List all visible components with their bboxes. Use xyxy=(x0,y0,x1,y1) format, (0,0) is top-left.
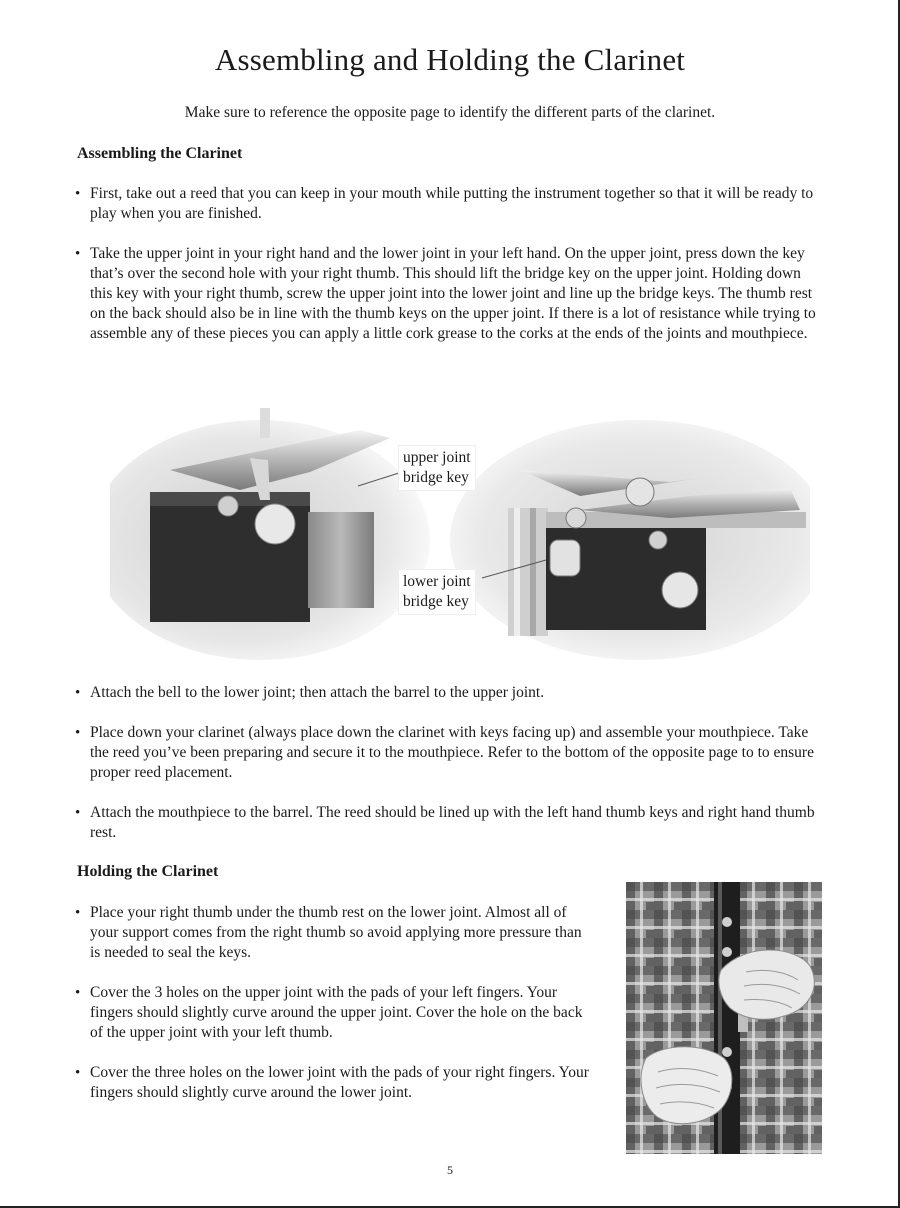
assembling-bullet-2 xyxy=(75,244,820,344)
bridge-key-figure xyxy=(110,400,810,662)
bullet-marker: • xyxy=(75,246,81,262)
lower-joint-bridge-key-label xyxy=(398,569,476,615)
upper-label-line-1: upper joint xyxy=(403,449,471,466)
bullet-marker: • xyxy=(75,985,81,1001)
assembling-bullet-4 xyxy=(75,723,820,783)
page-title: Assembling and Holding the Clarinet xyxy=(214,42,686,77)
bullet-marker: • xyxy=(75,186,81,202)
upper-joint-bridge-key-label xyxy=(398,445,476,491)
holding-bullet-1 xyxy=(75,903,590,963)
lower-label-line-2: bridge key xyxy=(403,593,469,610)
assembling-bullet-3 xyxy=(75,683,820,703)
holding-bullet-2 xyxy=(75,983,590,1043)
bullet-marker: • xyxy=(75,805,81,821)
bullet-marker: • xyxy=(75,725,81,741)
bullet-marker: • xyxy=(75,905,81,921)
lower-label-line-1: lower joint xyxy=(403,573,471,590)
assembling-bullet-5 xyxy=(75,803,820,843)
bullet-text: First, take out a reed that you can keep in your mouth while putting the instrument together so that it will be ready to play when you are finished. xyxy=(90,185,814,222)
bullet-text: Place down your clarinet (always place down the clarinet with keys facing up) and assemble your mouthpiece. Take the reed you’ve been preparing and secure it to the mouthpiece. Refer to the bottom of the opposite page to to ensure proper reed placement. xyxy=(90,724,814,781)
upper-label-line-2: bridge key xyxy=(403,469,469,486)
bullet-text: Cover the 3 holes on the upper joint with the pads of your left fingers. Your fingers should slightly curve around the upper joint. Cover the hole on the back of the upper joint with your left thumb. xyxy=(90,984,583,1041)
bullet-text: Take the upper joint in your right hand and the lower joint in your left hand. On the upper joint, press down the key that’s over the second hole with your right thumb. This should lift the bridge key on the upper joint. Holding down this key with your right thumb, screw the upper joint into the lower joint and line up the bridge keys. The thumb rest on the back should also be in line with the thumb keys on the upper joint. If there is a lot of resistance while trying to assemble any of these pieces you can apply a little cork grease to the corks at the ends of the joints and mouthpiece. xyxy=(90,245,816,342)
holding-heading: Holding the Clarinet xyxy=(77,863,219,880)
assembling-bullet-1 xyxy=(75,184,820,224)
holding-clarinet-illustration xyxy=(626,882,822,1154)
assembling-heading: Assembling the Clarinet xyxy=(77,145,243,162)
holding-bullet-3 xyxy=(75,1063,590,1103)
bullet-marker: • xyxy=(75,685,81,701)
bullet-text: Attach the mouthpiece to the barrel. The reed should be lined up with the left hand thumb keys and right hand thumb rest. xyxy=(90,804,815,841)
bullet-text: Cover the three holes on the lower joint with the pads of your right fingers. Your fingers should slightly curve around the lower joint. xyxy=(90,1064,589,1101)
holding-clarinet-photo xyxy=(626,882,822,1154)
page-subtitle: Make sure to reference the opposite page to identify the different parts of the clarinet. xyxy=(184,104,716,121)
clarinet-joints-illustration xyxy=(110,400,810,662)
bullet-text: Place your right thumb under the thumb rest on the lower joint. Almost all of your support comes from the right thumb so avoid applying more pressure than is needed to seal the keys. xyxy=(90,904,582,961)
bullet-marker: • xyxy=(75,1065,81,1081)
page-number: 5 xyxy=(447,1163,453,1177)
bullet-text: Attach the bell to the lower joint; then attach the barrel to the upper joint. xyxy=(90,684,545,701)
